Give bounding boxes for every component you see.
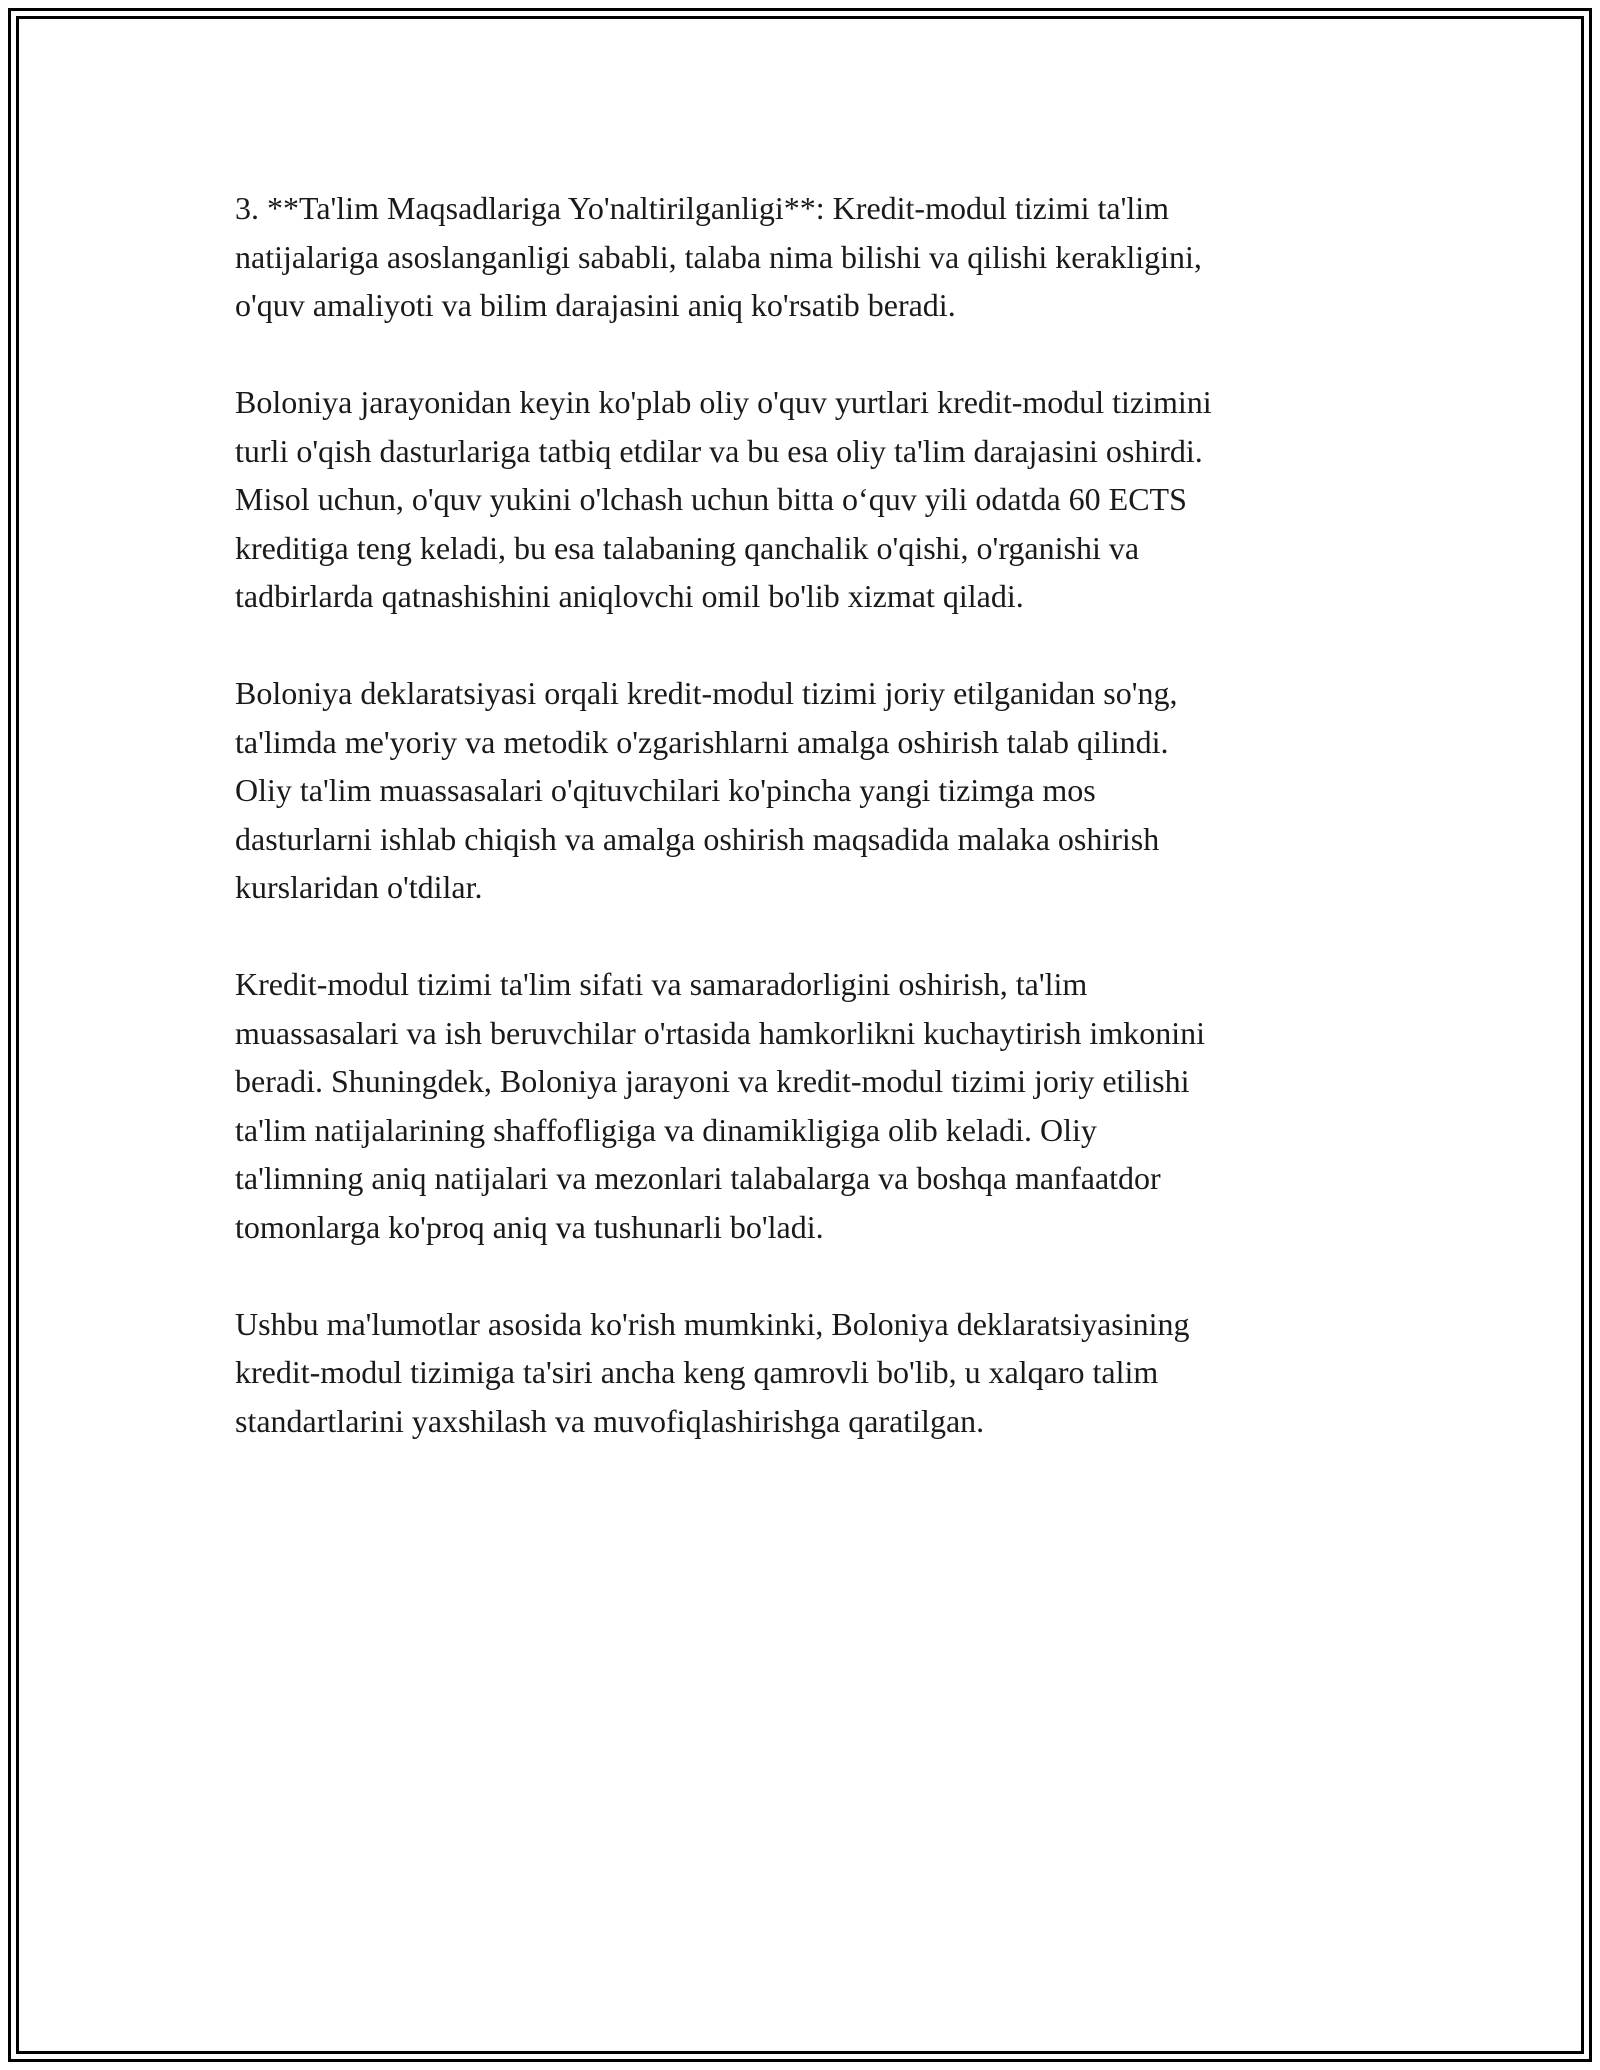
text-line: turli o'qish dasturlariga tatbiq etdilar va bu esa oliy ta'lim darajasini oshirdi. bbox=[235, 432, 1203, 469]
text-line: kreditiga teng keladi, bu esa talabaning qanchalik o'qishi, o'rganishi va bbox=[235, 529, 1140, 566]
text-line: kurslaridan o'tdilar. bbox=[235, 869, 483, 905]
text-line: Misol uchun, o'quv yukini o'lchash uchun bitta o‘quv yili odatda 60 ECTS bbox=[235, 481, 1187, 517]
text-line: beradi. Shuningdek, Boloniya jarayoni va kredit-modul tizimi joriy etilishi bbox=[235, 1063, 1190, 1099]
text-line: 3. **Ta'lim Maqsadlariga Yo'naltirilganligi**: Kredit-modul tizimi ta'lim bbox=[235, 190, 1170, 226]
text-line: dasturlarni ishlab chiqish va amalga oshirish maqsadida malaka oshirish bbox=[235, 820, 1160, 857]
text-line: ta'lim natijalarining shaffofligiga va dinamikligiga olib keladi. Oliy bbox=[235, 1111, 1097, 1148]
text-line: tomonlarga ko'proq aniq va tushunarli bo'ladi. bbox=[235, 1208, 824, 1245]
text-line: ta'limda me'yoriy va metodik o'zgarishlarni amalga oshirish talab qilindi. bbox=[235, 723, 1169, 760]
paragraph-3 bbox=[235, 669, 1375, 912]
text-line: Oliy ta'lim muassasalari o'qituvchilari ko'pincha yangi tizimga mos bbox=[235, 772, 1096, 808]
text-line: Ushbu ma'lumotlar asosida ko'rish mumkinki, Boloniya deklaratsiyasining bbox=[235, 1305, 1190, 1342]
text-line: Boloniya jarayonidan keyin ko'plab oliy o'quv yurtlari kredit-modul tizimini bbox=[235, 384, 1212, 420]
paragraph-1 bbox=[235, 184, 1375, 330]
text-line: ta'limning aniq natijalari va mezonlari talabalarga va boshqa manfaatdor bbox=[235, 1160, 1161, 1196]
text-line: o'quv amaliyoti va bilim darajasini aniq ko'rsatib beradi. bbox=[235, 287, 956, 323]
text-line: muassasalari va ish beruvchilar o'rtasida hamkorlikni kuchaytirish imkonini bbox=[235, 1014, 1205, 1051]
text-line: Kredit-modul tizimi ta'lim sifati va samaradorligini oshirish, ta'lim bbox=[235, 966, 1088, 1002]
paragraph-4 bbox=[235, 960, 1375, 1251]
paragraph-2 bbox=[235, 378, 1375, 621]
paragraph-5 bbox=[235, 1300, 1375, 1446]
text-line: standartlarini yaxshilash va muvofiqlashirishga qaratilgan. bbox=[235, 1402, 985, 1439]
text-line: Boloniya deklaratsiyasi orqali kredit-modul tizimi joriy etilganidan so'ng, bbox=[235, 675, 1178, 711]
text-line: tadbirlarda qatnashishini aniqlovchi omil bo'lib xizmat qiladi. bbox=[235, 578, 1024, 614]
text-line: kredit-modul tizimiga ta'siri ancha keng qamrovli bo'lib, u xalqaro talim bbox=[235, 1354, 1159, 1390]
text-line: natijalariga asoslanganligi sababli, talaba nima bilishi va qilishi kerakligini, bbox=[235, 238, 1202, 275]
document-body bbox=[235, 184, 1375, 1494]
